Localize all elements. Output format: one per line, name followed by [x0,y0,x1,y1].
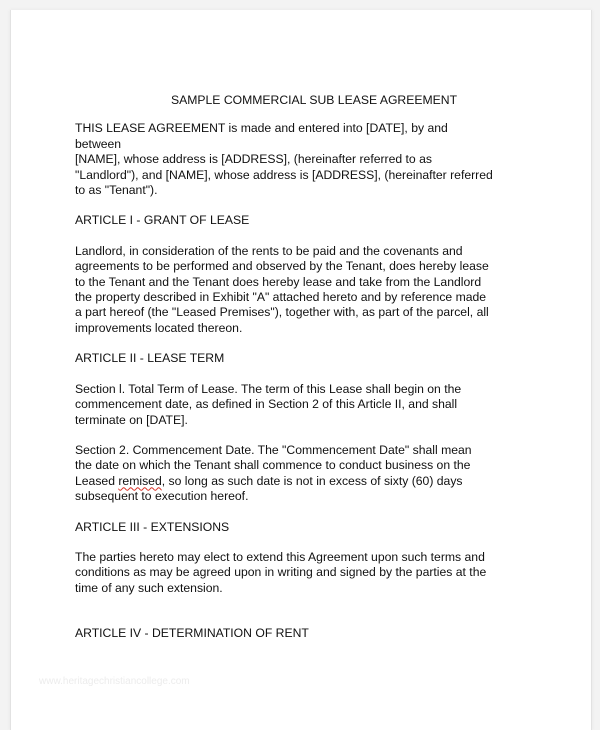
text-line: the property described in Exhibit "A" attached hereto and by reference made [75,290,487,305]
text-line: time of any such extension. [75,580,223,595]
text-line: agreements to be performed and observed by the Tenant, does hereby lease [75,259,489,274]
text-line: a part hereof (the "Leased Premises"), together with, as part of the parcel, all [75,305,489,320]
article-1-paragraph [75,244,545,336]
text-line: Section 2. Commencement Date. The "Commencement Date" shall mean [75,442,472,457]
text-line: The parties hereto may elect to extend this Agreement upon such terms and [75,549,485,564]
article-3-heading: ARTICLE III - EXTENSIONS [75,519,230,534]
misspelled-word[interactable]: remised [118,473,162,488]
text-line: terminate on [DATE]. [75,412,188,427]
article-4-heading: ARTICLE IV - DETERMINATION OF RENT [75,626,309,641]
text-line: [NAME], whose address is [ADDRESS], (hereinafter referred to as [75,152,432,167]
text-line: Landlord, in consideration of the rents to be paid and the covenants and [75,243,463,258]
text-line: to the Tenant and the Tenant does hereby lease and take from the Landlord [75,274,482,289]
article-2-heading: ARTICLE II - LEASE TERM [75,351,225,366]
text-line: Section l. Total Term of Lease. The term of this Lease shall begin on the [75,381,462,396]
text-fragment: , so long as such date is not in excess of sixty (60) days [161,473,463,488]
intro-paragraph [75,121,545,198]
text-line: "Landlord"), and [NAME], whose address is [ADDRESS], (hereinafter referred [75,167,493,182]
text-line [75,474,545,489]
text-fragment: Leased [75,473,119,488]
document-body [75,93,545,657]
text-line: the date on which the Tenant shall commence to conduct business on the [75,458,471,473]
text-line: commencement date, as defined in Section 2 of this Article II, and shall [75,397,458,412]
document-page [10,10,592,730]
article-1-heading: ARTICLE I - GRANT OF LEASE [75,213,250,228]
text-line: to as "Tenant"). [75,183,158,198]
text-line: subsequent to execution hereof. [75,489,249,504]
text-line: THIS LEASE AGREEMENT is made and entered into [DATE], by and [75,121,448,136]
article-3-paragraph [75,550,545,596]
text-line: between [75,136,122,151]
watermark-text: www.heritagechristiancollege.com [39,676,190,687]
article-2-section-1 [75,382,545,428]
text-line: conditions as may be agreed upon in writing and signed by the parties at the [75,565,487,580]
document-title: SAMPLE COMMERCIAL SUB LEASE AGREEMENT [170,93,458,107]
text-line: improvements located thereon. [75,320,243,335]
article-2-section-2 [75,443,545,505]
